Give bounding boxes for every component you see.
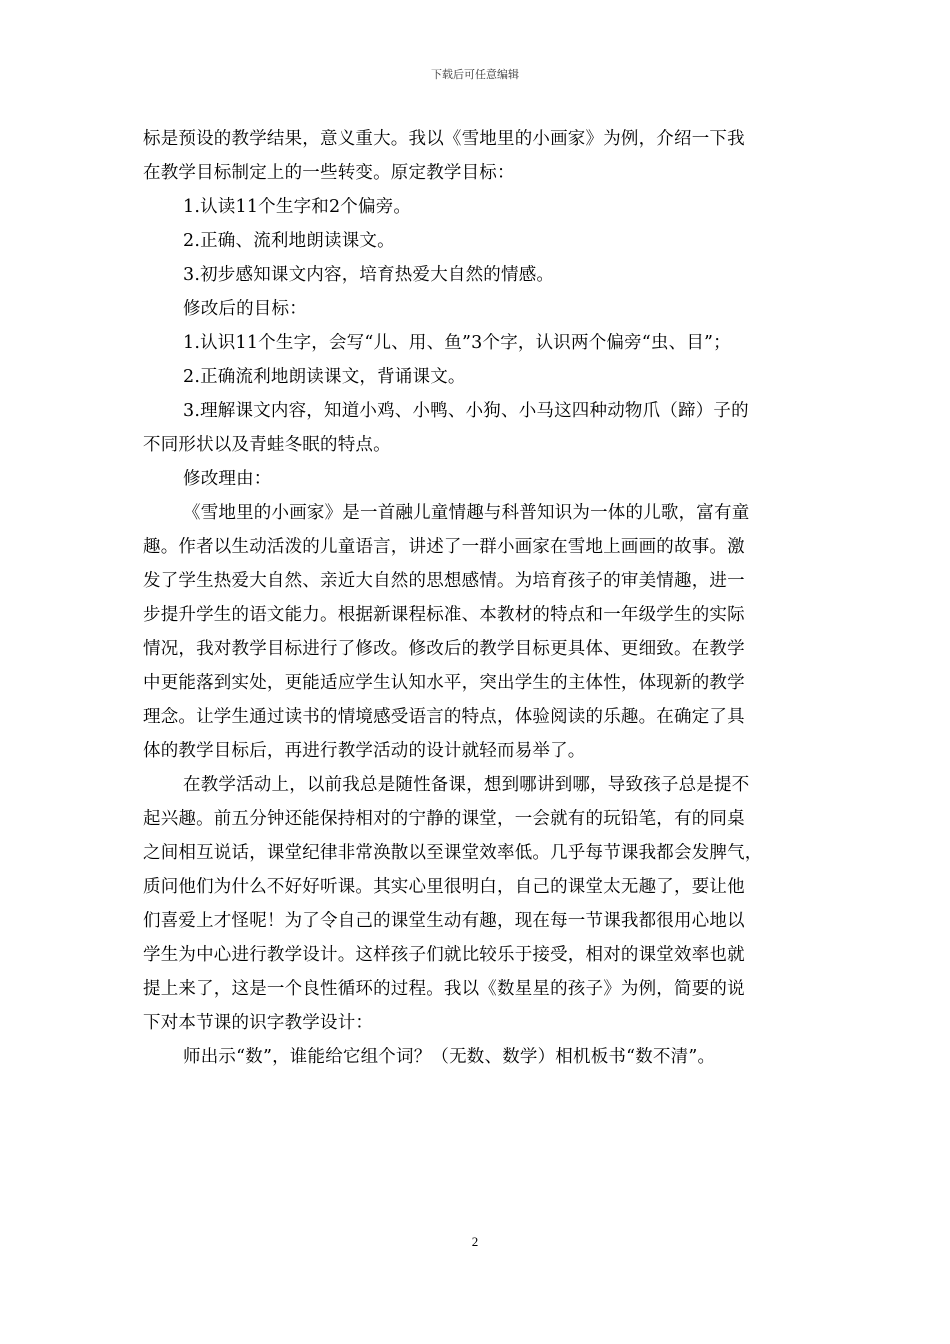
text-line: 1.认读11个生字和2个偏旁。 (183, 197, 412, 217)
text-line: 3.理解课文内容，知道小鸡、小鸭、小狗、小马这四种动物爪（蹄）子的 (183, 401, 749, 421)
text-line: 修改理由： (183, 469, 272, 489)
text-line: 质问他们为什么不好好听课。其实心里很明白，自己的课堂太无趣了，要让他 (143, 877, 745, 897)
text-line: 标是预设的教学结果，意义重大。我以《雪地里的小画家》为例，介绍一下我 (143, 129, 745, 149)
text-line: 在教学活动上，以前我总是随性备课，想到哪讲到哪，导致孩子总是提不 (183, 775, 750, 795)
text-line: 趣。作者以生动活泼的儿童语言，讲述了一群小画家在雪地上画画的故事。激 (143, 537, 745, 557)
text-line: 学生为中心进行教学设计。这样孩子们就比较乐于接受，相对的课堂效率也就 (143, 945, 745, 965)
text-line: 2.正确、流利地朗读课文。 (183, 231, 395, 251)
document-body (143, 122, 813, 1074)
page-number: 2 (471, 1234, 479, 1249)
text-line: 步提升学生的语文能力。根据新课程标准、本教材的特点和一年级学生的实际 (143, 605, 745, 625)
text-line: 修改后的目标： (183, 299, 307, 319)
text-line: 发了学生热爱大自然、亲近大自然的思想感情。为培育孩子的审美情趣，进一 (143, 571, 745, 591)
text-line: 《雪地里的小画家》是一首融儿童情趣与科普知识为一体的儿歌，富有童 (183, 503, 750, 523)
text-line: 在教学目标制定上的一些转变。原定教学目标： (143, 163, 515, 183)
text-line: 提上来了，这是一个良性循环的过程。我以《数星星的孩子》为例，简要的说 (143, 979, 745, 999)
text-line: 之间相互说话，课堂纪律非常涣散以至课堂效率低。几乎每节课我都会发脾气， (143, 843, 763, 863)
text-line: 理念。让学生通过读书的情境感受语言的特点，体验阅读的乐趣。在确定了具 (143, 707, 745, 727)
text-line: 体的教学目标后，再进行教学活动的设计就轻而易举了。 (143, 741, 586, 761)
text-line: 起兴趣。前五分钟还能保持相对的宁静的课堂，一会就有的玩铅笔，有的同桌 (143, 809, 745, 829)
page-header: 下载后可任意编辑 (431, 68, 519, 81)
text-line: 2.正确流利地朗读课文，背诵课文。 (183, 367, 466, 387)
text-line: 3.初步感知课文内容，培育热爱大自然的情感。 (183, 265, 555, 285)
text-line: 下对本节课的识字教学设计： (143, 1013, 374, 1033)
text-line: 师出示“数”，谁能给它组个词？（无数、数学）相机板书“数不清”。 (183, 1047, 716, 1067)
text-line: 情况，我对教学目标进行了修改。修改后的教学目标更具体、更细致。在教学 (143, 639, 745, 659)
text-line: 们喜爱上才怪呢！为了令自己的课堂生动有趣，现在每一节课我都很用心地以 (143, 911, 745, 931)
text-line: 1.认识11个生字，会写“儿、用、鱼”3个字，认识两个偏旁“虫、目”； (183, 333, 731, 353)
text-line: 不同形状以及青蛙冬眠的特点。 (143, 435, 391, 455)
text-line: 中更能落到实处，更能适应学生认知水平，突出学生的主体性，体现新的教学 (143, 673, 745, 693)
